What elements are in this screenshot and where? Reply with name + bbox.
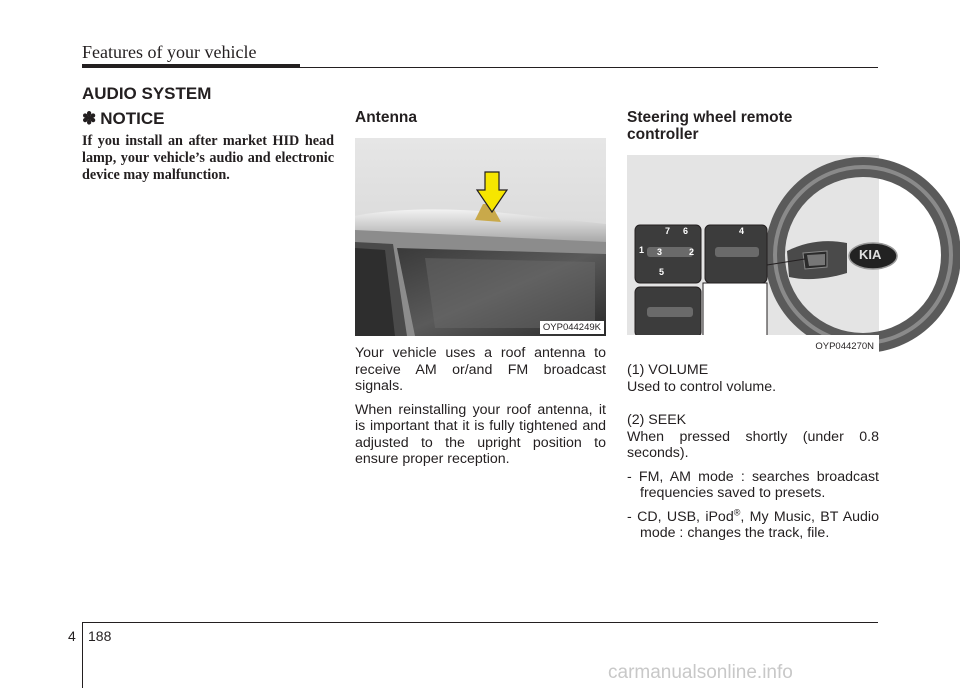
badge-5: 5 [659,267,665,277]
seek-text: When pressed shortly (under 0.8 seconds). [627,428,879,461]
seek-heading: (2) SEEK [627,412,687,428]
badge-2: 2 [689,247,695,257]
notice-column [82,109,334,184]
antenna-title: Antenna [355,109,417,126]
remote-figure-code: OYP044270N [812,340,877,353]
badge-1: 1 [639,245,645,255]
down-arrow-icon [477,172,507,212]
notice-body: If you install an after market HID head lamp, your vehicle’s audio and electronic device may malfunction. [82,133,334,183]
remote-text [627,362,879,549]
remote-figure [627,155,882,355]
roof-antenna-illustration [355,138,606,336]
remote-title-line1: Steering wheel remote [627,109,793,126]
seek-item-2-b: , My Music, BT Audio mode : changes the track, file. [640,508,879,541]
steering-wheel-illustration [627,155,882,355]
header-title: Features of your vehicle [82,42,257,62]
seek-item-2-a: - CD, USB, iPod [627,508,734,525]
header-rule-thin [300,67,878,68]
antenna-text [355,345,606,475]
seek-item-1: - FM, AM mode : searches broadcast frequencies saved to presets. [627,468,879,501]
seek-item-2 [627,506,879,542]
footer-divider [82,622,83,688]
header-rule-thick [82,64,300,68]
section-title: AUDIO SYSTEM [82,84,212,103]
volume-heading: (1) VOLUME [627,362,709,378]
notice-heading [82,109,334,129]
antenna-paragraph-1: Your vehicle uses a roof antenna to receive AM or/and FM broadcast signals. [355,345,606,394]
watermark: carmanualsonline.info [608,662,793,683]
asterisk-icon: ✽ [82,109,97,128]
antenna-paragraph-2: When reinstalling your roof antenna, it is important that it is fully tightened and adjusted to the upright position to ensure proper reception. [355,401,606,467]
kia-logo: KIA [859,247,882,262]
antenna-figure-code: OYP044249K [540,321,604,334]
footer-chapter: 4 [68,628,76,644]
badge-4: 4 [739,226,745,236]
badge-7: 7 [665,226,671,236]
antenna-column [355,109,606,126]
badge-6: 6 [683,226,689,236]
registered-mark: ® [733,506,741,517]
remote-heading [627,109,879,143]
remote-title-line2: controller [627,126,699,143]
footer-page-number: 188 [88,628,112,644]
badge-3: 3 [657,247,663,257]
antenna-figure [355,138,606,336]
volume-text: Used to control volume. [627,378,777,395]
notice-title: NOTICE [100,109,165,128]
footer-rule [82,622,878,623]
